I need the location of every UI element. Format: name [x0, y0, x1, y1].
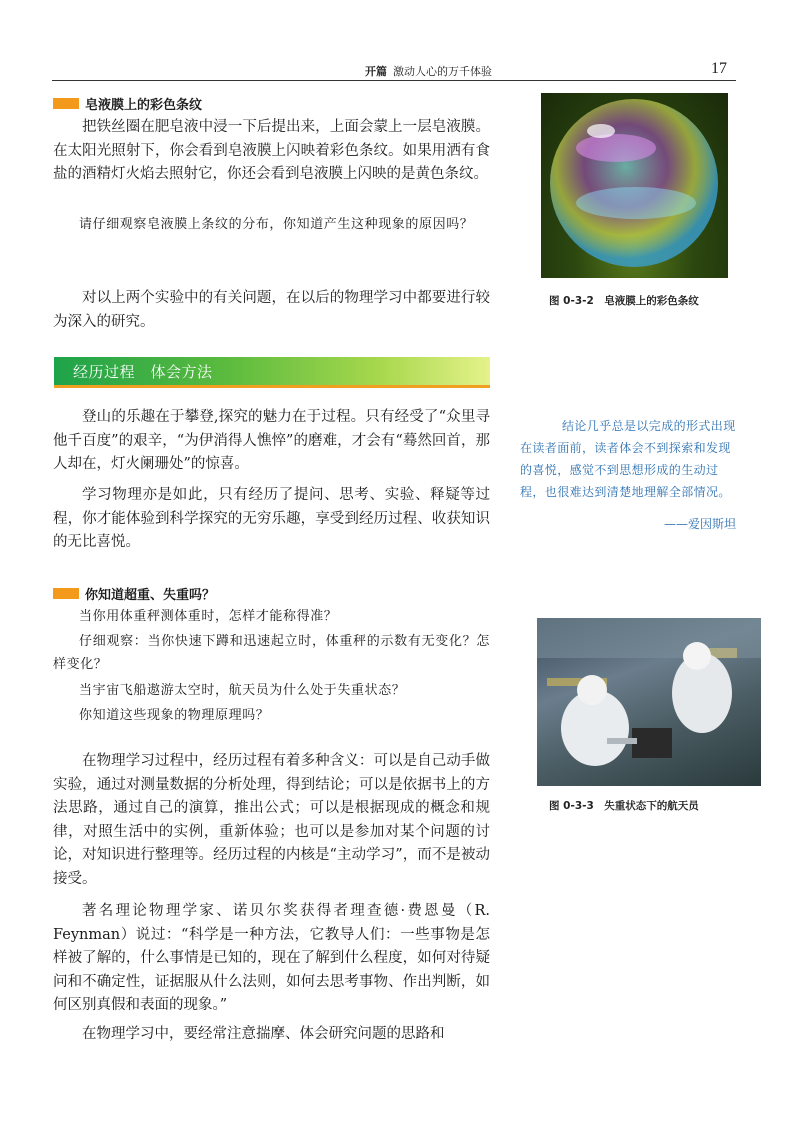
- paragraph: 学习物理亦是如此，只有经历了提问、思考、实验、释疑等过程，你才能体验到科学探究的无穷乐趣，享受到经历过程、收获知识的无比喜悦。: [53, 487, 490, 550]
- heading-marker: [53, 588, 79, 599]
- paragraph: 在物理学习中，要经常注意揣摩、体会研究问题的思路和: [82, 1026, 445, 1042]
- running-header-title: 激动人心的万千体验: [393, 65, 492, 78]
- header-rule: [52, 80, 736, 81]
- astronaut-illustration: [537, 618, 761, 786]
- question-line: 你知道这些现象的物理原理吗？: [79, 708, 270, 723]
- figure-caption: 图 0-3-2 皂液膜上的彩色条纹: [549, 295, 699, 307]
- paragraph: 在物理学习过程中，经历过程有着多种含义：可以是自己动手做实验，通过对测量数据的分析处理，得到结论；可以是依据书上的方法思路，通过自己的演算，推出公式；可以是根据现成的概念和规律，对照生活中的实例，重新体验；也可以是参加对某个问题的讨论，对知识进行整理等。经历过程的内核是“主动学习”，而不是被动接受。: [53, 753, 490, 887]
- einstein-quote: 结论几乎总是以完成的形式出现在读者面前，读者体会不到探索和发现的喜悦，感觉不到思想形成的生动过程，也很难达到清楚地理解全部情况。: [520, 419, 736, 499]
- question-line: 当宇宙飞船遨游太空时，航天员为什么处于失重状态？: [79, 683, 406, 698]
- question-paragraph: 仔细观察：当你快速下蹲和迅速起立时，体重秤的示数有无变化？怎样变化？: [53, 634, 490, 672]
- heading-marker: [53, 98, 79, 109]
- running-header-section: 开篇: [365, 65, 387, 78]
- paragraph: 著名理论物理学家、诺贝尔奖获得者理查德·费恩曼（R. Feynman）说过：“科学是一种方法，它教导人们：一些事物是怎样被了解的，什么事情是已知的，现在了解到什么程度，如何对待疑问和不确定性，证据服从什么法则，如何去思考事物、作出判断，如何区别真假和表面的现象。”: [53, 903, 490, 1013]
- paragraph: 对以上两个实验中的有关问题，在以后的物理学习中都要进行较为深入的研究。: [53, 290, 490, 330]
- paragraph: 把铁丝圈在肥皂液中浸一下后提出来，上面会蒙上一层皂液膜。在太阳光照射下，你会看到皂液膜上闪映着彩色条纹。如果用洒有食盐的酒精灯火焰去照射它，你还会看到皂液膜上闪映的是黄色条纹。: [53, 119, 490, 182]
- astronaut-photo: [537, 618, 761, 786]
- section-heading-soap-film: [53, 94, 202, 113]
- question-line: 当你用体重秤测体重时，怎样才能称得准？: [79, 609, 338, 624]
- heading-text: 皂液膜上的彩色条纹: [85, 98, 203, 113]
- soap-bubble-photo: [541, 93, 728, 278]
- banner-underline: [54, 385, 490, 388]
- section-banner: [54, 357, 490, 385]
- page-number: 17: [711, 60, 727, 77]
- heading-text: 你知道超重、失重吗？: [85, 588, 216, 603]
- quote-author: ——爱因斯坦: [663, 517, 736, 531]
- section-heading-weightlessness: [53, 584, 215, 603]
- banner-title: 经历过程 体会方法: [73, 363, 213, 381]
- soap-bubble-illustration: [541, 93, 728, 278]
- figure-caption: 图 0-3-3 失重状态下的航天员: [549, 800, 699, 812]
- question-paragraph: 请仔细观察皂液膜上条纹的分布，你知道产生这种现象的原因吗？: [79, 217, 474, 232]
- paragraph: 登山的乐趣在于攀登,探究的魅力在于过程。只有经受了“众里寻他千百度”的艰辛，“为伊消得人憔悴”的磨难，才会有“蓦然回首，那人却在，灯火阑珊处”的惊喜。: [53, 409, 490, 472]
